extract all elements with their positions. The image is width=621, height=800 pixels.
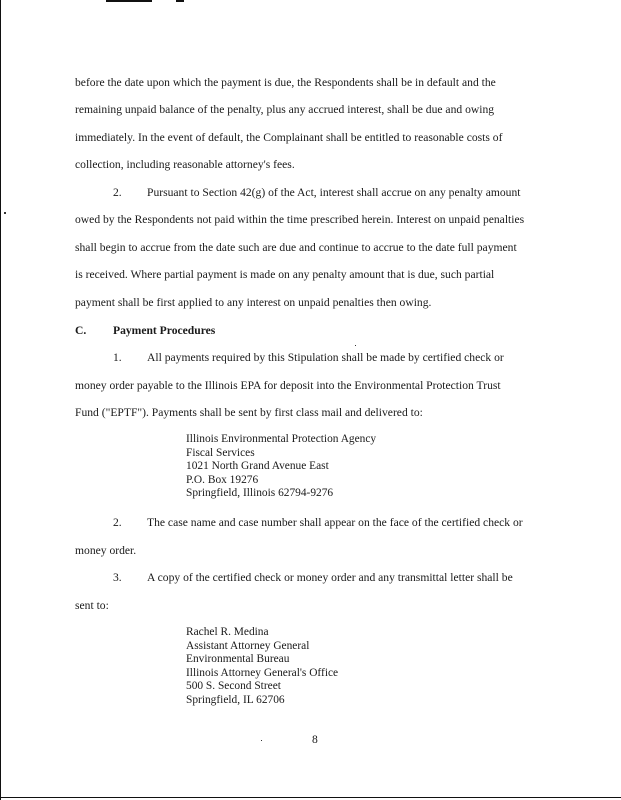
body-line: is received. Where partial payment is made on any penalty amount that is due, such partial [75,268,495,281]
body-line: sent to: [75,599,109,612]
section-letter: C. [75,324,87,337]
address-line: Fiscal Services [186,446,255,459]
address-line: Springfield, Illinois 62794-9276 [186,487,334,500]
address-line: Environmental Bureau [186,653,290,666]
address-line: 500 S. Second Street [186,680,281,693]
body-line: owed by the Respondents not paid within the time prescribed herein. Interest on unpaid penalties [75,213,525,226]
item-number: 3. [113,571,122,584]
body-line: remaining unpaid balance of the penalty, plus any accrued interest, shall be due and owing [75,103,495,116]
scan-edge-bottom [0,797,621,798]
section-title: Payment Procedures [113,324,216,337]
address-block-ag [186,626,338,708]
address-line: Illinois Attorney General's Office [186,666,339,679]
body-line: immediately. In the event of default, the Complainant shall be entitled to reasonable costs of [75,131,503,144]
body-line: payment shall be first applied to any interest on unpaid penalties then owing. [75,296,432,309]
body-line: Fund ("EPTF"). Payments shall be sent by first class mail and delivered to: [75,406,423,419]
address-line: Springfield, IL 62706 [186,693,285,706]
scan-speck [4,212,6,214]
scan-mark [106,0,152,2]
body-line: before the date upon which the payment is due, the Respondents shall be in default and the [75,76,496,89]
scan-speck [355,345,356,346]
body-line: A copy of the certified check or money order and any transmittal letter shall be [147,571,513,584]
body-line: collection, including reasonable attorney's fees. [75,158,295,171]
scan-speck [261,740,262,741]
address-line: Rachel R. Medina [186,626,269,638]
address-line: Assistant Attorney General [186,639,310,652]
address-line: 1021 North Grand Avenue East [186,460,329,473]
address-block-epa [186,433,376,501]
page-number: 8 [312,733,318,746]
body-line: money order. [75,544,137,557]
address-line: P.O. Box 19276 [186,473,259,486]
body-line: money order payable to the Illinois EPA for deposit into the Environmental Protection Trust [75,379,501,392]
scan-mark [176,0,184,2]
item-number: 2. [113,186,122,199]
body-line: shall begin to accrue from the date such are due and continue to accrue to the date full payment [75,241,517,254]
address-line: Illinois Environmental Protection Agency [186,433,377,445]
item-number: 2. [113,516,122,529]
scan-edge-left [0,0,1,800]
body-line: The case name and case number shall appear on the face of the certified check or [147,516,523,529]
body-line: All payments required by this Stipulation shall be made by certified check or [147,351,504,364]
item-number: 1. [113,351,122,364]
body-line: Pursuant to Section 42(g) of the Act, interest shall accrue on any penalty amount [147,186,521,199]
